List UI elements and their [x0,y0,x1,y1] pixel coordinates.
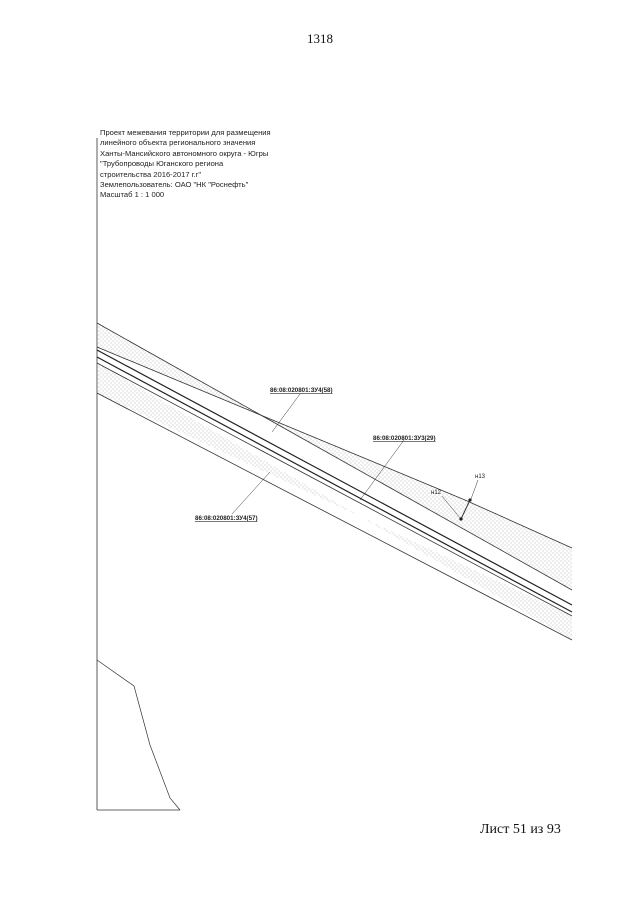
parcel-label-29: 86:08:020801:ЗУ3(29) [373,435,436,442]
boundary-polyline [97,660,180,810]
header-line: строительства 2016-2017 г.г" [100,169,202,179]
sheet-number: Лист 51 из 93 [480,822,561,837]
map-scale: Масштаб 1 : 1 000 [100,190,165,200]
pipeline-line [97,357,572,612]
boundary-line [97,323,572,590]
point-n13-label: н13 [475,474,485,480]
boundary-line [97,363,572,616]
corridor-band-lower [97,363,572,640]
parcel-57-leader [232,472,270,514]
header-line: Ханты-Мансийского автономного округа - Югры [100,148,269,158]
pipeline-line [97,350,572,605]
header-line: Проект межевания территории для размещения [100,128,271,137]
header-line: "Трубопроводы Юганского региона [100,159,224,169]
point-n12-label: н12 [431,490,441,496]
page-number: 1318 [307,31,333,46]
parcel-label-57: 86:08:020801:ЗУ4(57) [195,515,258,522]
header-line: Землепользователь: ОАО "НК "Роснефть" [100,180,249,190]
parcel-label-58: 86:08:020801:ЗУ4(58) [270,387,333,394]
header-line: линейного объекта регионального значения [100,138,256,148]
point-n13-leader [471,480,478,499]
